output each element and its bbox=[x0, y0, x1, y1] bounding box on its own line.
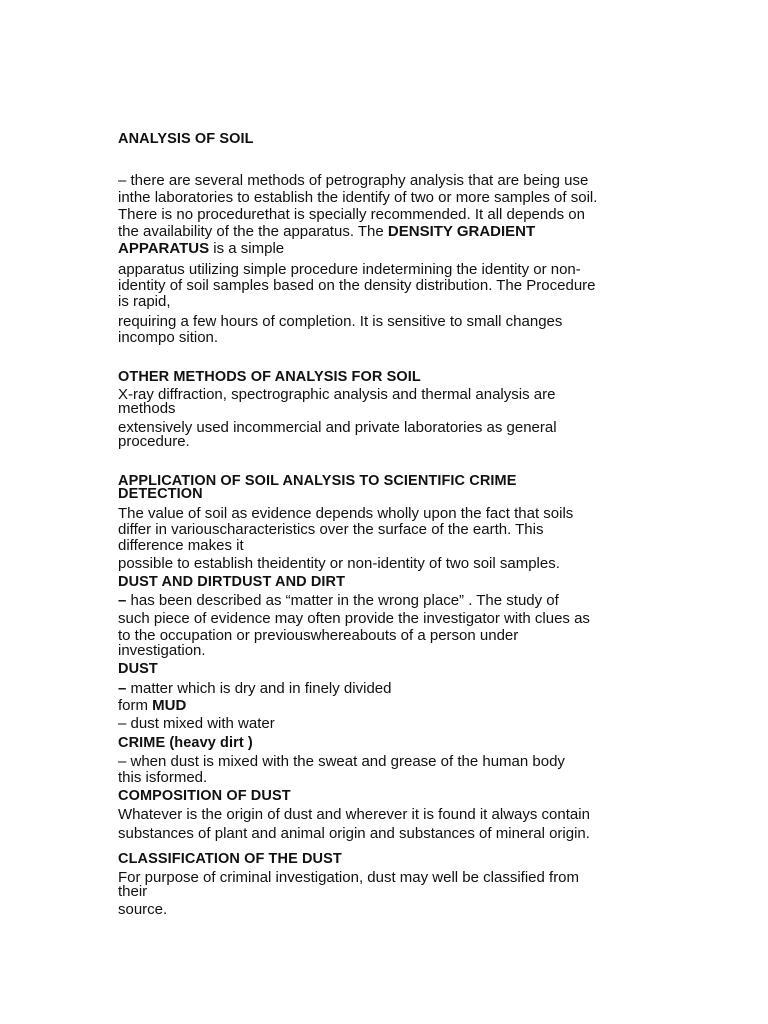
application-line-1: The value of soil as evidence depends wholly upon the fact that soils bbox=[118, 505, 574, 522]
intro-line-4-text: the availability of the the apparatus. The bbox=[118, 223, 388, 240]
application-line-4: possible to establish theidentity or non-identity of two soil samples. bbox=[118, 555, 560, 572]
intro-line-6: apparatus utilizing simple procedure indetermining the identity or non- bbox=[118, 261, 581, 278]
crime-line-2: this isformed. bbox=[118, 769, 208, 786]
classification-line-3: source. bbox=[118, 901, 168, 918]
application-line-3: difference makes it bbox=[118, 537, 244, 554]
classification-line-1: For purpose of criminal investigation, dust may well be classified from bbox=[118, 869, 580, 886]
dust-and-dirt-line-2: such piece of evidence may often provide the investigator with clues as bbox=[118, 610, 590, 627]
dust-and-dirt-dash: – bbox=[118, 592, 127, 609]
other-line-4: procedure. bbox=[118, 433, 190, 450]
other-line-2: methods bbox=[118, 400, 176, 417]
application-line-2: differ in variouscharacteristics over the surface of the earth. This bbox=[118, 521, 544, 538]
crime-line-1: – when dust is mixed with the sweat and grease of the human body bbox=[118, 753, 565, 770]
intro-line-8: is rapid, bbox=[118, 293, 171, 310]
composition-line-2: substances of plant and animal origin and substances of mineral origin. bbox=[118, 825, 590, 842]
dust-and-dirt-line-3: to the occupation or previouswhereabouts of a person under bbox=[118, 627, 519, 644]
intro-line-3: There is no procedurethat is specially recommended. It all depends on bbox=[118, 206, 585, 223]
density-gradient-bold: DENSITY GRADIENT bbox=[387, 223, 536, 240]
classification-line-2: their bbox=[118, 883, 148, 900]
intro-line-5 bbox=[118, 241, 284, 257]
intro-line-4 bbox=[118, 224, 535, 240]
other-line-3: extensively used incommercial and private laboratories as general bbox=[118, 419, 557, 436]
dust-and-dirt-line-1 bbox=[118, 593, 559, 609]
other-line-1: X-ray diffraction, spectrographic analysis and thermal analysis are bbox=[118, 386, 556, 403]
composition-line-1: Whatever is the origin of dust and wherever it is found it always contain bbox=[118, 806, 590, 823]
dust-heading: DUST bbox=[118, 661, 158, 677]
apparatus-bold: APPARATUS bbox=[118, 240, 210, 257]
intro-line-7: identity of soil samples based on the density distribution. The Procedure bbox=[118, 277, 596, 294]
dust-and-dirt-heading: DUST AND DIRTDUST AND DIRT bbox=[118, 574, 346, 590]
dust-line-2-text: form bbox=[118, 697, 153, 714]
intro-line-9: requiring a few hours of completion. It is sensitive to small changes bbox=[118, 313, 563, 330]
application-heading-1: APPLICATION OF SOIL ANALYSIS TO SCIENTIFIC CRIME bbox=[118, 473, 517, 489]
intro-line-2: inthe laboratories to establish the identify of two or more samples of soil. bbox=[118, 189, 598, 206]
classification-heading: CLASSIFICATION OF THE DUST bbox=[118, 851, 342, 867]
crime-heading: CRIME (heavy dirt ) bbox=[118, 735, 253, 751]
other-methods-heading: OTHER METHODS OF ANALYSIS FOR SOIL bbox=[118, 369, 421, 385]
dust-and-dirt-line-4: investigation. bbox=[118, 642, 206, 659]
dust-line-1-text: matter which is dry and in finely divided bbox=[126, 680, 392, 697]
composition-heading: COMPOSITION OF DUST bbox=[118, 788, 291, 804]
mud-bold: MUD bbox=[152, 697, 187, 714]
dust-line-3: – dust mixed with water bbox=[118, 715, 275, 732]
dust-line-2 bbox=[118, 698, 186, 714]
application-heading-2: DETECTION bbox=[118, 486, 203, 502]
page-title: ANALYSIS OF SOIL bbox=[118, 131, 254, 147]
dust-dash: – bbox=[118, 680, 127, 697]
intro-line-1: – there are several methods of petrography analysis that are being use bbox=[118, 172, 589, 189]
intro-line-10: incompo sition. bbox=[118, 329, 219, 346]
dust-line-1 bbox=[118, 681, 391, 697]
intro-line-5-text: is a simple bbox=[209, 240, 285, 257]
dust-and-dirt-line-1-text: has been described as “matter in the wrong place” . The study of bbox=[126, 592, 559, 609]
